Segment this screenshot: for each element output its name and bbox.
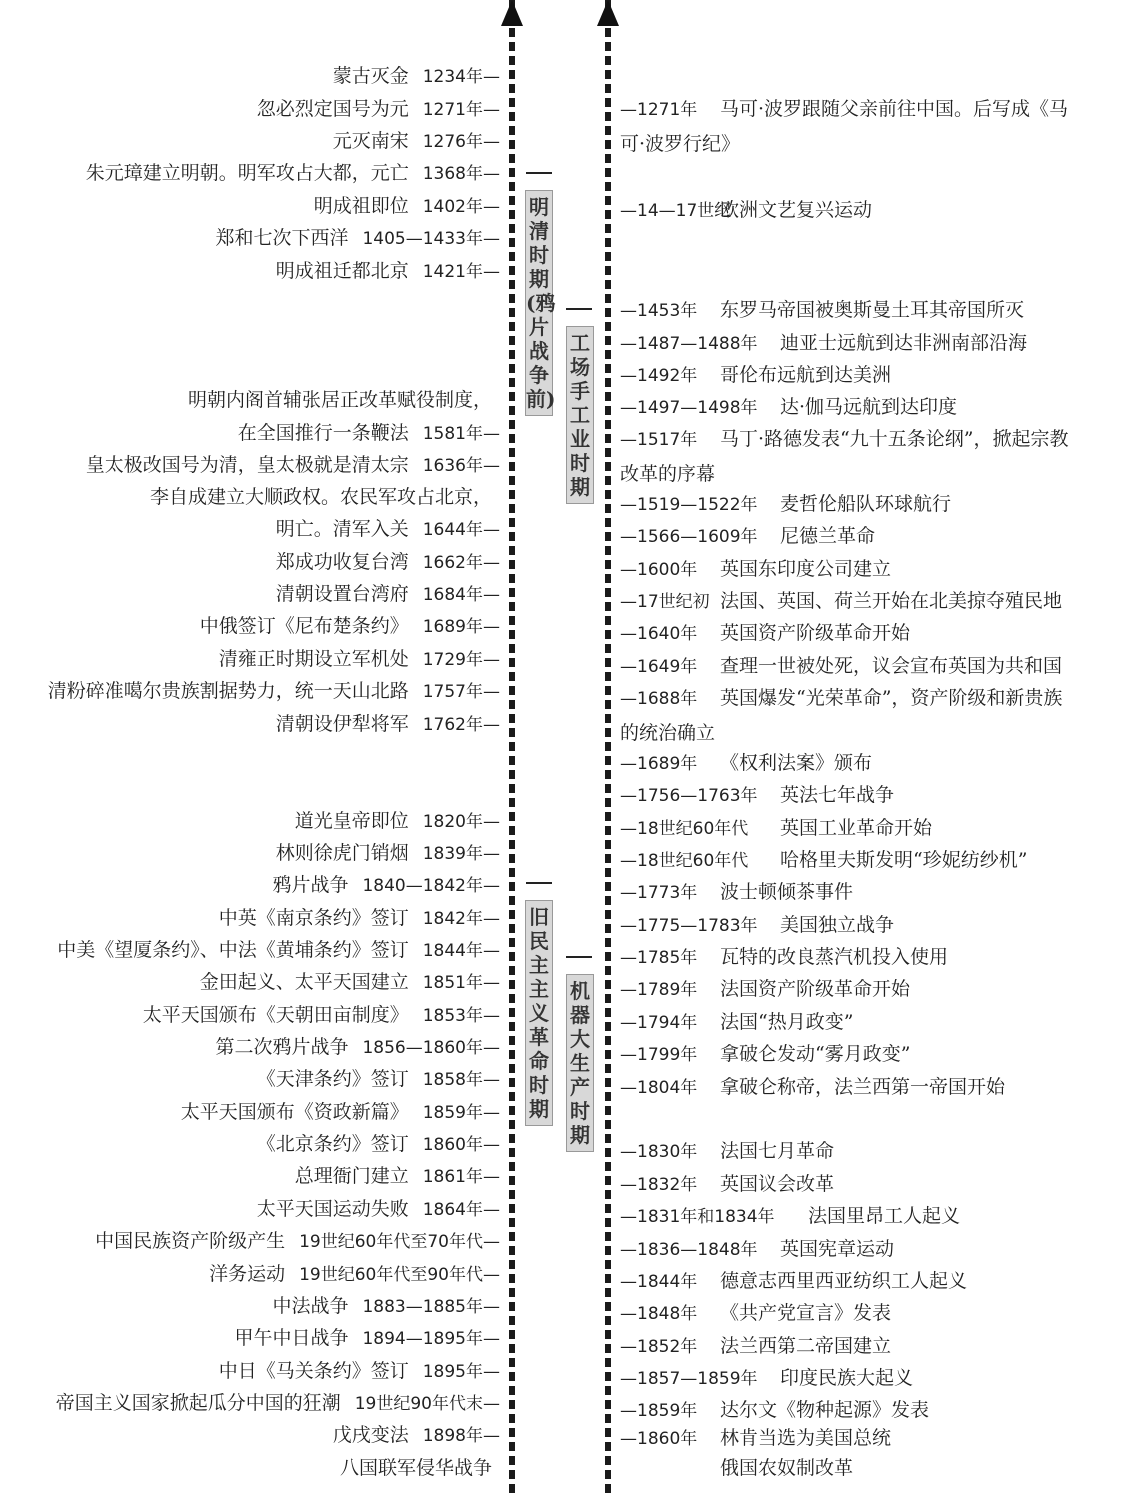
china-event (0, 1293, 500, 1320)
event-year: 1271年— (422, 100, 500, 120)
event-label: 李自成建立大顺政权。农民军攻占北京， (149, 486, 492, 508)
event-year: —1848年 (620, 1304, 698, 1324)
event-label: 波士顿倾茶事件 (720, 881, 854, 903)
event-label: 法国里昂工人起义 (808, 1205, 961, 1227)
event-label: 林则徐虎门销烟 (275, 842, 409, 864)
china-event (0, 96, 500, 123)
china-event (0, 1163, 500, 1190)
event-label: 法国资产阶级革命开始 (720, 978, 911, 1000)
event-year: 1729年— (422, 650, 500, 670)
world-event (620, 588, 1090, 615)
event-year: —18世纪60年代 (620, 819, 749, 839)
event-label: 中法战争 (272, 1295, 349, 1317)
event-year: 1581年— (422, 424, 500, 444)
event-label: 忽必烈定国号为元 (256, 98, 409, 120)
event-label: 美国独立战争 (780, 914, 895, 936)
event-label: 太平天国颁布《天朝田亩制度》 (142, 1004, 409, 1026)
event-year: —17世纪初 (620, 592, 710, 612)
period-tick (526, 172, 552, 174)
event-label: 中美《望厦条约》、中法《黄埔条约》签订 (57, 939, 409, 961)
world-event (620, 1333, 1090, 1360)
event-label: 德意志西里西亚纺织工人起义 (720, 1270, 968, 1292)
event-year: —1830年 (620, 1142, 698, 1162)
china-event (0, 387, 492, 413)
china-event (0, 1002, 500, 1029)
event-label: 《北京条约》签订 (256, 1133, 409, 1155)
event-label: 元灭南宋 (332, 130, 409, 152)
event-label: 英法七年战争 (780, 784, 895, 806)
event-label: 拿破仑发动“雾月政变” (720, 1043, 911, 1065)
event-year: 1684年— (422, 585, 500, 605)
period-label: 明清时期(鸦片战争前) (525, 190, 553, 416)
event-year: 1636年— (422, 456, 500, 476)
world-event (620, 879, 1090, 906)
world-event (620, 1268, 1090, 1295)
event-label: 俄国农奴制改革 (720, 1457, 854, 1479)
arrow-up-icon (501, 0, 523, 26)
event-year: 1858年— (422, 1070, 500, 1090)
china-event (0, 160, 500, 187)
event-year: —1794年 (620, 1013, 698, 1033)
event-year: 1689年— (422, 617, 500, 637)
event-label: 皇太极改国号为清，皇太极就是清太宗 (85, 454, 409, 476)
event-label: 清朝设置台湾府 (275, 583, 409, 605)
event-label: 法国“热月政变” (720, 1011, 854, 1033)
world-event (620, 523, 1090, 550)
event-label: 英国工业革命开始 (780, 817, 933, 839)
event-year: 1883—1885年— (362, 1297, 500, 1317)
event-year: 1234年— (422, 67, 500, 87)
event-year: 1894—1895年— (362, 1329, 500, 1349)
event-year: —1566—1609年 (620, 527, 758, 547)
china-event (0, 678, 500, 705)
world-event (620, 1300, 1090, 1327)
event-label: 清粉碎准噶尔贵族割据势力，统一天山北路 (47, 680, 409, 702)
event-label: 法国七月革命 (720, 1140, 835, 1162)
world-event (620, 976, 1090, 1003)
event-label: 尼德兰革命 (780, 525, 876, 547)
event-label: 洋务运动 (209, 1263, 286, 1285)
period-tick (526, 882, 552, 884)
event-label: 明亡。清军入关 (275, 518, 409, 540)
event-year: 1644年— (422, 520, 500, 540)
world-event (620, 1203, 1090, 1230)
china-event (0, 225, 500, 252)
event-year: —1860年 (620, 1429, 698, 1449)
event-year: —14—17世纪 (620, 201, 732, 221)
world-event (620, 944, 1090, 971)
china-event (0, 581, 500, 608)
world-event (620, 92, 1075, 161)
event-year: 19世纪60年代至70年代— (299, 1232, 500, 1252)
arrow-up-icon (597, 0, 619, 26)
period-tick (566, 308, 592, 310)
event-year: 1368年— (422, 164, 500, 184)
event-year: 19世纪90年代末— (354, 1394, 500, 1414)
event-year: 1856—1860年— (362, 1038, 500, 1058)
world-event (620, 1425, 1090, 1452)
event-year: 1842年— (422, 909, 500, 929)
event-label: 总理衙门建立 (294, 1165, 409, 1187)
event-label: 清雍正时期设立军机处 (218, 648, 409, 670)
event-year: 1840—1842年— (362, 876, 500, 896)
china-event (0, 1099, 500, 1126)
event-year: —18世纪60年代 (620, 851, 749, 871)
period-label: 机器大生产时期 (566, 974, 594, 1152)
event-label: 八国联军侵华战争 (339, 1457, 492, 1479)
world-event (620, 394, 1090, 421)
event-label: 中日《马关条约》签订 (218, 1360, 409, 1382)
event-label: 哥伦布远航到达美洲 (720, 364, 892, 386)
event-year: —1649年 (620, 657, 698, 677)
world-event (620, 1009, 1090, 1036)
china-event (0, 1131, 500, 1158)
world-event (620, 362, 1090, 389)
event-year: —1600年 (620, 560, 698, 580)
event-year: 1757年— (422, 682, 500, 702)
event-year: 1844年— (422, 941, 500, 961)
china-event (0, 516, 500, 543)
event-label: 达·伽马远航到达印度 (780, 396, 958, 418)
china-event (0, 937, 500, 964)
world-event (620, 815, 1090, 842)
event-label: 麦哲伦船队环球航行 (780, 493, 952, 515)
world-event (620, 1455, 1090, 1481)
event-year: 19世纪60年代至90年代— (299, 1265, 500, 1285)
event-year: —1519—1522年 (620, 495, 758, 515)
event-label: 戊戌变法 (332, 1424, 409, 1446)
event-year: 1860年— (422, 1135, 500, 1155)
event-year: 1898年— (422, 1426, 500, 1446)
event-label: 《权利法案》颁布 (720, 752, 873, 774)
china-event (0, 905, 500, 932)
world-event (620, 297, 1090, 324)
event-label: 中国民族资产阶级产生 (95, 1230, 286, 1252)
china-event (0, 452, 500, 479)
world-event (620, 620, 1090, 647)
event-label: 太平天国颁布《资政新篇》 (180, 1101, 409, 1123)
event-year: 1853年— (422, 1006, 500, 1026)
event-label: 《共产党宣言》发表 (720, 1302, 892, 1324)
world-event (620, 1074, 1090, 1101)
event-year: 1820年— (422, 812, 500, 832)
event-year: —1804年 (620, 1078, 698, 1098)
event-year: —1453年 (620, 301, 698, 321)
event-label: 英国资产阶级革命开始 (720, 622, 911, 644)
china-event (0, 484, 492, 510)
event-label: 法国、英国、荷兰开始在北美掠夺殖民地 (720, 590, 1063, 612)
event-year: —1789年 (620, 980, 698, 1000)
event-year: —1688年 (620, 689, 698, 709)
event-year: —1773年 (620, 883, 698, 903)
period-label: 旧民主主义革命时期 (525, 900, 553, 1126)
event-year: —1497—1498年 (620, 398, 758, 418)
world-event (620, 422, 1075, 491)
event-year: —1775—1783年 (620, 916, 758, 936)
event-year: 1662年— (422, 553, 500, 573)
event-year: 1405—1433年— (362, 229, 500, 249)
world-event (620, 912, 1090, 939)
event-year: —1831年和1834年 (620, 1207, 775, 1227)
event-year: —1836—1848年 (620, 1240, 758, 1260)
china-event (0, 1066, 500, 1093)
china-event (0, 63, 500, 90)
china-event (0, 1325, 500, 1352)
china-timeline-axis (509, 0, 515, 1497)
event-label: 英国爆发“光荣革命”，资产阶级和新贵族的统治确立 (620, 687, 1063, 744)
world-event (620, 1365, 1090, 1392)
world-event (620, 681, 1075, 750)
event-year: —1689年 (620, 754, 698, 774)
event-year: 1851年— (422, 973, 500, 993)
event-label: 郑和七次下西洋 (215, 227, 349, 249)
world-timeline-axis (605, 0, 611, 1497)
event-label: 中俄签订《尼布楚条约》 (199, 615, 409, 637)
event-label: 瓦特的改良蒸汽机投入使用 (720, 946, 949, 968)
world-event (620, 1171, 1090, 1198)
event-label: 太平天国运动失败 (256, 1198, 409, 1220)
event-year: —1785年 (620, 948, 698, 968)
event-year: —1487—1488年 (620, 334, 758, 354)
world-event (620, 1041, 1090, 1068)
event-label: 明成祖迁都北京 (275, 260, 409, 282)
event-label: 朱元璋建立明朝。明军攻占大都，元亡 (85, 162, 409, 184)
event-label: 郑成功收复台湾 (275, 551, 409, 573)
event-year: —1799年 (620, 1045, 698, 1065)
event-label: 达尔文《物种起源》发表 (720, 1399, 930, 1421)
event-label: 东罗马帝国被奥斯曼土耳其帝国所灭 (720, 299, 1025, 321)
china-event (0, 1228, 500, 1255)
event-year: 1839年— (422, 844, 500, 864)
world-event (620, 782, 1090, 809)
event-label: 在全国推行一条鞭法 (237, 422, 409, 444)
event-year: —1857—1859年 (620, 1369, 758, 1389)
event-label: 中英《南京条约》签订 (218, 907, 409, 929)
period-label: 工场手工业时期 (566, 326, 594, 504)
period-tick (566, 956, 592, 958)
world-event (620, 1138, 1090, 1165)
event-label: 明成祖即位 (313, 195, 409, 217)
event-label: 明朝内阁首辅张居正改革赋役制度， (187, 389, 492, 411)
event-year: 1861年— (422, 1167, 500, 1187)
event-year: —1859年 (620, 1401, 698, 1421)
world-event (620, 1236, 1090, 1263)
event-year: 1895年— (422, 1362, 500, 1382)
china-event (0, 193, 500, 220)
china-event (0, 1034, 500, 1061)
event-label: 鸦片战争 (272, 874, 349, 896)
event-label: 英国宪章运动 (780, 1238, 895, 1260)
event-label: 林肯当选为美国总统 (720, 1427, 892, 1449)
event-year: 1762年— (422, 715, 500, 735)
event-label: 帝国主义国家掀起瓜分中国的狂潮 (55, 1392, 341, 1414)
china-event (0, 969, 500, 996)
world-event (620, 556, 1090, 583)
event-year: 1864年— (422, 1200, 500, 1220)
world-event (620, 653, 1090, 680)
china-event (0, 1196, 500, 1223)
event-year: —1832年 (620, 1175, 698, 1195)
china-event (0, 1455, 492, 1481)
china-event (0, 258, 500, 285)
event-label: 清朝设伊犁将军 (275, 713, 409, 735)
event-label: 迪亚士远航到达非洲南部沿海 (780, 332, 1028, 354)
china-event (0, 128, 500, 155)
china-event (0, 613, 500, 640)
china-event (0, 1390, 500, 1417)
event-year: —1844年 (620, 1272, 698, 1292)
event-label: 印度民族大起义 (780, 1367, 914, 1389)
world-event (620, 847, 1090, 874)
china-event (0, 549, 500, 576)
event-label: 哈格里夫斯发明“珍妮纺纱机” (780, 849, 1028, 871)
event-label: 甲午中日战争 (234, 1327, 349, 1349)
event-label: 蒙古灭金 (332, 65, 409, 87)
event-label: 马可·波罗跟随父亲前往中国。后写成《马可·波罗行纪》 (620, 98, 1069, 155)
event-year: 1276年— (422, 132, 500, 152)
china-event (0, 711, 500, 738)
world-event (620, 330, 1090, 357)
event-year: —1852年 (620, 1337, 698, 1357)
china-event (0, 1422, 500, 1449)
china-event (0, 872, 500, 899)
event-label: 道光皇帝即位 (294, 810, 409, 832)
event-year: —1492年 (620, 366, 698, 386)
world-event (620, 491, 1090, 518)
event-label: 金田起义、太平天国建立 (199, 971, 409, 993)
event-year: —1517年 (620, 430, 698, 450)
china-event (0, 1261, 500, 1288)
event-label: 拿破仑称帝，法兰西第一帝国开始 (720, 1076, 1006, 1098)
event-label: 英国议会改革 (720, 1173, 835, 1195)
china-event (0, 420, 500, 447)
event-label: 英国东印度公司建立 (720, 558, 892, 580)
china-event (0, 808, 500, 835)
china-event (0, 840, 500, 867)
china-event (0, 1358, 500, 1385)
event-year: —1271年 (620, 100, 698, 120)
event-label: 马丁·路德发表“九十五条论纲”，掀起宗教改革的序幕 (620, 428, 1069, 485)
world-event (620, 197, 1090, 224)
world-event (620, 1397, 1090, 1424)
event-year: 1859年— (422, 1103, 500, 1123)
event-label: 《天津条约》签订 (256, 1068, 409, 1090)
event-year: —1640年 (620, 624, 698, 644)
china-event (0, 646, 500, 673)
event-label: 查理一世被处死，议会宣布英国为共和国 (720, 655, 1063, 677)
event-year: —1756—1763年 (620, 786, 758, 806)
event-label: 欧洲文艺复兴运动 (720, 199, 873, 221)
event-year: 1421年— (422, 262, 500, 282)
event-label: 法兰西第二帝国建立 (720, 1335, 892, 1357)
event-year: 1402年— (422, 197, 500, 217)
world-event (620, 750, 1090, 777)
event-label: 第二次鸦片战争 (215, 1036, 349, 1058)
